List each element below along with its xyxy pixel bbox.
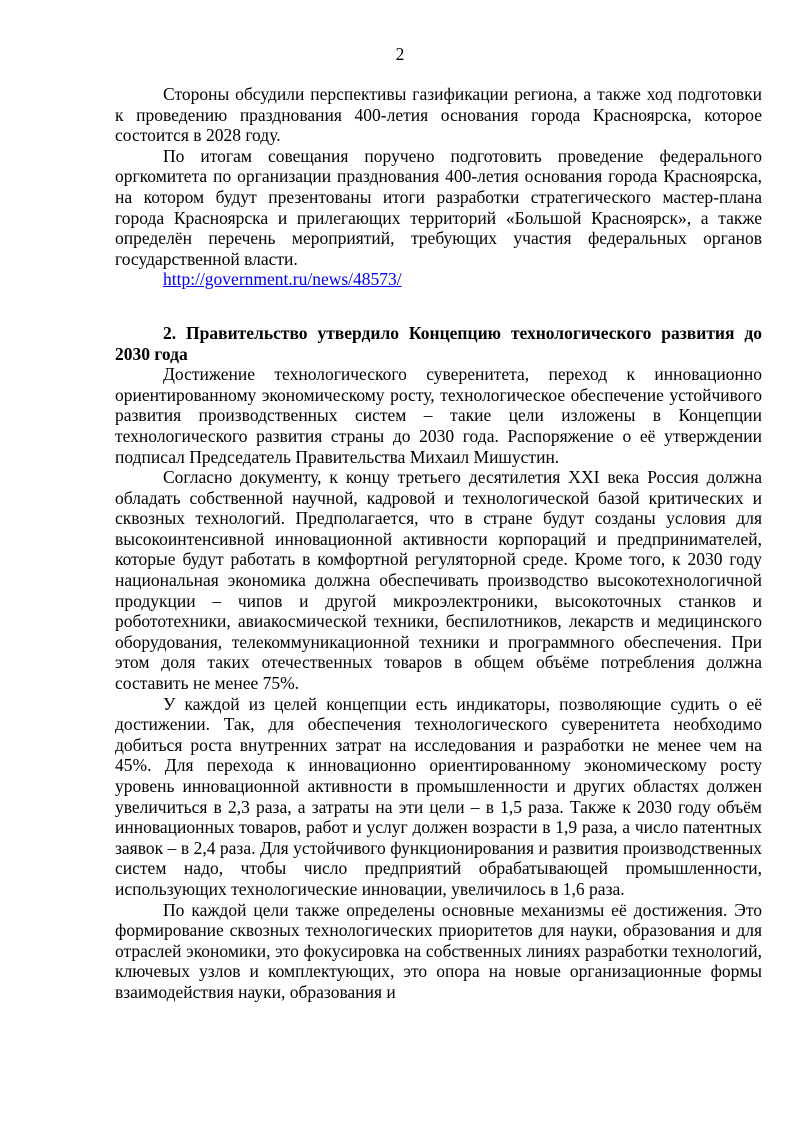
section-heading: 2. Правительство утвердило Концепцию технологического развития до 2030 года [115, 322, 762, 364]
document-body [115, 84, 762, 1003]
source-link[interactable]: http://government.ru/news/48573/ [163, 269, 402, 290]
paragraph: По каждой цели также определены основные механизмы её достижения. Это формирование сквозных технологических приоритетов для науки, образования и для отраслей экономики, это фокусировка на собственных линиях разработки технологий, ключевых узлов и комплектующих, это опора на новые организационные формы взаимодействия науки, образования и [115, 899, 762, 1002]
section-gap [115, 290, 762, 323]
paragraph: У каждой из целей концепции есть индикаторы, позволяющие судить о её достижении. Так, для обеспечения технологического суверенитета необходимо добиться роста внутренних затрат на исследования и разработки не менее чем на 45%. Для перехода к инновационно ориентированному экономическому росту уровень инновационной активности в промышленности и других областях должен увеличиться в 2,3 раза, а затраты на эти цели – в 1,5 раза. Также к 2030 году объём инновационных товаров, работ и услуг должен возрасти в 1,9 раза, а число патентных заявок – в 2,4 раза. Для устойчивого функционирования и развития производственных систем надо, чтобы число предприятий обрабатывающей промышленности, использующих технологические инновации, увеличилось в 1,6 раза. [115, 693, 762, 899]
page-number: 2 [395, 44, 405, 64]
paragraph: Согласно документу, к концу третьего десятилетия XXI века Россия должна обладать собственной научной, кадровой и технологической базой критических и сквозных технологий. Предполагается, что в стране будут созданы условия для высокоинтенсивной инновационной активности корпораций и предпринимателей, которые будут работать в комфортной регуляторной среде. Кроме того, к 2030 году национальная экономика должна обеспечивать производство высокотехнологичной продукции – чипов и другой микроэлектроники, высокоточных станков и робототехники, авиакосмической техники, беспилотников, лекарств и медицинского оборудования, телекоммуникационной техники и программного обеспечения. При этом доля таких отечественных товаров в общем объёме потребления должна составить не менее 75%. [115, 467, 762, 694]
source-link-line [115, 269, 762, 290]
paragraph: Стороны обсудили перспективы газификации региона, а также ход подготовки к проведению празднования 400-летия основания города Красноярска, которое состоится в 2028 году. [115, 84, 762, 146]
paragraph: По итогам совещания поручено подготовить проведение федерального оргкомитета по организации празднования 400-летия основания города Красноярска, на котором будут презентованы итоги разработки стратегического мастер-плана города Красноярска и прилегающих территорий «Большой Красноярск», а также определён перечень мероприятий, требующих участия федеральных органов государственной власти. [115, 145, 762, 269]
paragraph: Достижение технологического суверенитета, переход к инновационно ориентированному экономическому росту, технологическое обеспечение устойчивого развития производственных систем – такие цели изложены в Концепции технологического развития страны до 2030 года. Распоряжение о её утверждении подписал Председатель Правительства Михаил Мишустин. [115, 364, 762, 467]
